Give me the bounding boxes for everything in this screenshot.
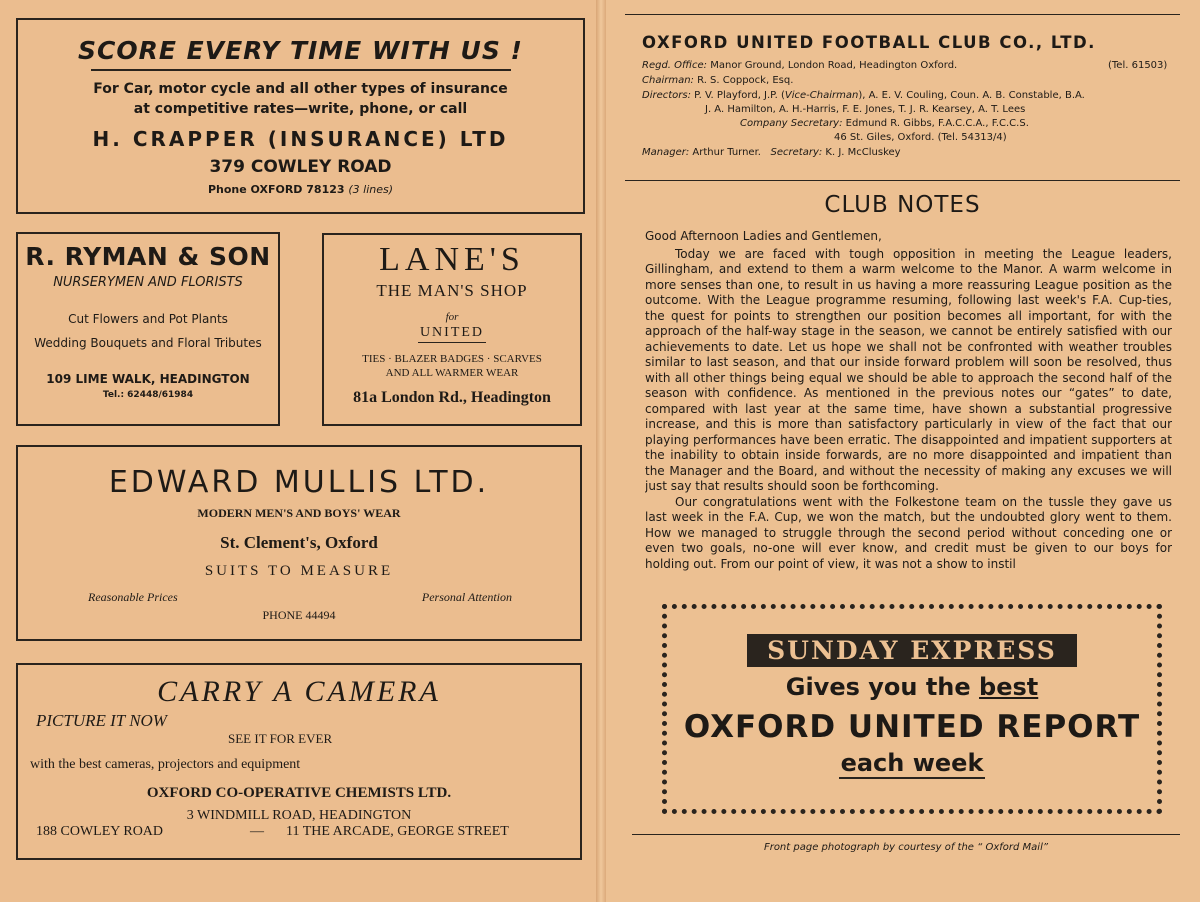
office-value: Manor Ground, London Road, Headington Oxford. — [710, 60, 958, 71]
sunday-express-masthead: SUNDAY EXPRESS — [747, 634, 1077, 667]
mullis-advert — [16, 445, 582, 641]
club-notes-body — [645, 229, 1172, 601]
mullis-right-note: Personal Attention — [421, 590, 512, 604]
club-directors-line-2: J. A. Hamilton, A. H.-Harris, F. E. Jones, T. J. R. Kearsey, A. T. Lees — [705, 104, 1026, 115]
directors-part-1: P. V. Playford, J.P. ( — [694, 90, 785, 101]
lanes-subtitle: THE MAN'S SHOP — [376, 281, 528, 300]
mullis-name: EDWARD MULLIS LTD. — [108, 465, 490, 500]
mullis-place: St. Clement's, Oxford — [220, 533, 378, 552]
insurance-phone-number: Phone OXFORD 78123 — [207, 183, 345, 196]
lanes-for: for — [445, 311, 459, 323]
chairman-value: R. S. Coppock, Esq. — [697, 75, 794, 86]
insurance-phone-note: (3 lines) — [348, 183, 394, 196]
sunday-gives-line — [667, 673, 1157, 701]
mullis-subtitle: MODERN MEN'S AND BOYS' WEAR — [197, 506, 401, 520]
headline-rule — [91, 69, 511, 71]
directors-label: Directors: — [642, 90, 691, 101]
directors-part-3: ), A. E. V. Couling, Coun. A. B. Constable, B.A. — [858, 90, 1085, 101]
insurance-headline: SCORE EVERY TIME WITH US ! — [78, 36, 523, 65]
club-notes-text — [645, 229, 1172, 601]
sunday-report-line: OXFORD UNITED REPORT — [683, 709, 1141, 745]
lanes-name: LANE'S — [379, 241, 525, 278]
camera-with-line: with the best cameras, projectors and equipment — [30, 757, 301, 772]
club-chairman-line — [642, 74, 793, 88]
sunday-each-week: each week — [840, 749, 984, 777]
ryman-line-1: Cut Flowers and Pot Plants — [68, 312, 228, 326]
club-notes-title: CLUB NOTES — [824, 192, 981, 218]
lanes-united: UNITED — [418, 325, 486, 343]
ryman-subtitle: NURSERYMEN AND FLORISTS — [53, 275, 243, 290]
notes-greeting: Good Afternoon Ladies and Gentlemen, — [645, 229, 882, 243]
ryman-name: R. RYMAN & SON — [25, 242, 271, 271]
notes-paragraph-1: Today we are faced with tough opposition in meeting the League leaders, Gillingham, and extend to them a warm welcome to the Manor. A warm welcome in more senses than one, to result in us having a more reassuring League position as the outcome. With the League programme resuming, following last week's F.A. Cup-ties, the quest for points to strengthen our position becomes all important, for with the approach of the half-way stage in the season, we cannot be entirely satisfied with our achievements to date. Let us hope we shall not be confronted with weather troubles similar to last season, and that our inside forward problem will soon be resolved, thus with all other things being equal we should be able to approach the second half of the season with confidence. As mentioned in the previous notes our “gates” to date, compared with last year at the same time, have shown a substantial progressive increase, and this is more than satisfactory particularly in view of the fact that our playing performances have been erratic. The disappointed and impatient supporters at the inability to obtain inside forwards, are no more disappointed and impatient than the Manager and the Board, and without the necessity of making any excuses we will just say that results should soon be forthcoming. — [645, 246, 1172, 493]
ryman-address: 109 LIME WALK, HEADINGTON — [46, 372, 250, 386]
club-secretary-address: 46 St. Giles, Oxford. (Tel. 54313/4) — [834, 132, 1007, 143]
directors-vice-chairman: Vice-Chairman — [784, 90, 859, 101]
gives-text: Gives you the — [785, 673, 971, 701]
lanes-line-1: TIES · BLAZER BADGES · SCARVES — [362, 353, 542, 365]
club-header — [625, 14, 1180, 52]
office-label: Regd. Office: — [642, 60, 708, 71]
header-bottom-rule — [625, 180, 1180, 181]
camera-address-row — [18, 824, 580, 842]
club-title: OXFORD UNITED FOOTBALL CLUB CO., LTD. — [642, 33, 1096, 52]
club-manager-line — [642, 146, 901, 160]
camera-address-1: 3 WINDMILL ROAD, HEADINGTON — [186, 808, 412, 823]
camera-picture-line: PICTURE IT NOW — [36, 711, 167, 730]
insurance-address: 379 COWLEY ROAD — [209, 157, 392, 177]
insurance-company: H. CRAPPER (INSURANCE) LTD — [92, 127, 509, 151]
manager-label: Manager: — [642, 147, 690, 158]
company-secretary-label: Company Secretary: — [740, 118, 843, 129]
manager-value: Arthur Turner. — [692, 147, 761, 158]
camera-dash: — — [250, 824, 264, 839]
page-fold — [596, 0, 606, 902]
insurance-line-1: For Car, motor cycle and all other types of insurance — [93, 81, 508, 97]
mullis-notes-row — [18, 590, 580, 606]
ryman-line-2: Wedding Bouquets and Floral Tributes — [34, 336, 262, 350]
mullis-phone: PHONE 44494 — [262, 608, 336, 622]
camera-headline: CARRY A CAMERA — [157, 675, 441, 708]
secretary-label: Secretary: — [770, 147, 823, 158]
club-directors-line-1 — [642, 89, 1085, 103]
camera-address-3: 11 THE ARCADE, GEORGE STREET — [286, 824, 509, 839]
office-tel: (Tel. 61503) — [1108, 60, 1168, 71]
club-secretary-line — [740, 117, 1029, 131]
camera-advert — [16, 663, 582, 860]
insurance-phone — [18, 183, 583, 196]
chairman-label: Chairman: — [642, 75, 694, 86]
lanes-advert — [322, 233, 582, 426]
insurance-advert — [16, 18, 585, 214]
camera-see-line: SEE IT FOR EVER — [228, 731, 333, 746]
ryman-advert — [16, 232, 280, 426]
insurance-line-2: at competitive rates—write, phone, or call — [133, 101, 468, 117]
mullis-left-note: Reasonable Prices — [88, 590, 178, 604]
best-text: best — [979, 673, 1039, 701]
club-office-line — [642, 59, 957, 73]
lanes-line-2: AND ALL WARMER WEAR — [385, 367, 519, 379]
company-secretary-value: Edmund R. Gibbs, F.A.C.C.A., F.C.C.S. — [845, 118, 1029, 129]
camera-company: OXFORD CO-OPERATIVE CHEMISTS LTD. — [146, 785, 452, 801]
secretary-value: K. J. McCluskey — [825, 147, 901, 158]
lanes-address: 81a London Rd., Headington — [353, 389, 551, 406]
photo-credit: Front page photograph by courtesy of the “ Oxford Mail” — [763, 842, 1049, 853]
camera-address-2: 188 COWLEY ROAD — [36, 824, 164, 839]
notes-paragraph-2: Our congratulations went with the Folkestone team on the tussle they gave us last week in the F.A. Cup, we won the match, but the undoubted glory went to them. How we managed to struggle through the second period without conceding one or even two goals, no-one will ever know, and credit must be given to our boys for holding out. From our point of view, it was not a show to instil — [645, 494, 1172, 571]
sunday-express-advert — [662, 604, 1162, 814]
footer-rule — [632, 834, 1180, 835]
mullis-suits: SUITS TO MEASURE — [204, 563, 394, 579]
ryman-tel: Tel.: 62448/61984 — [102, 390, 194, 400]
